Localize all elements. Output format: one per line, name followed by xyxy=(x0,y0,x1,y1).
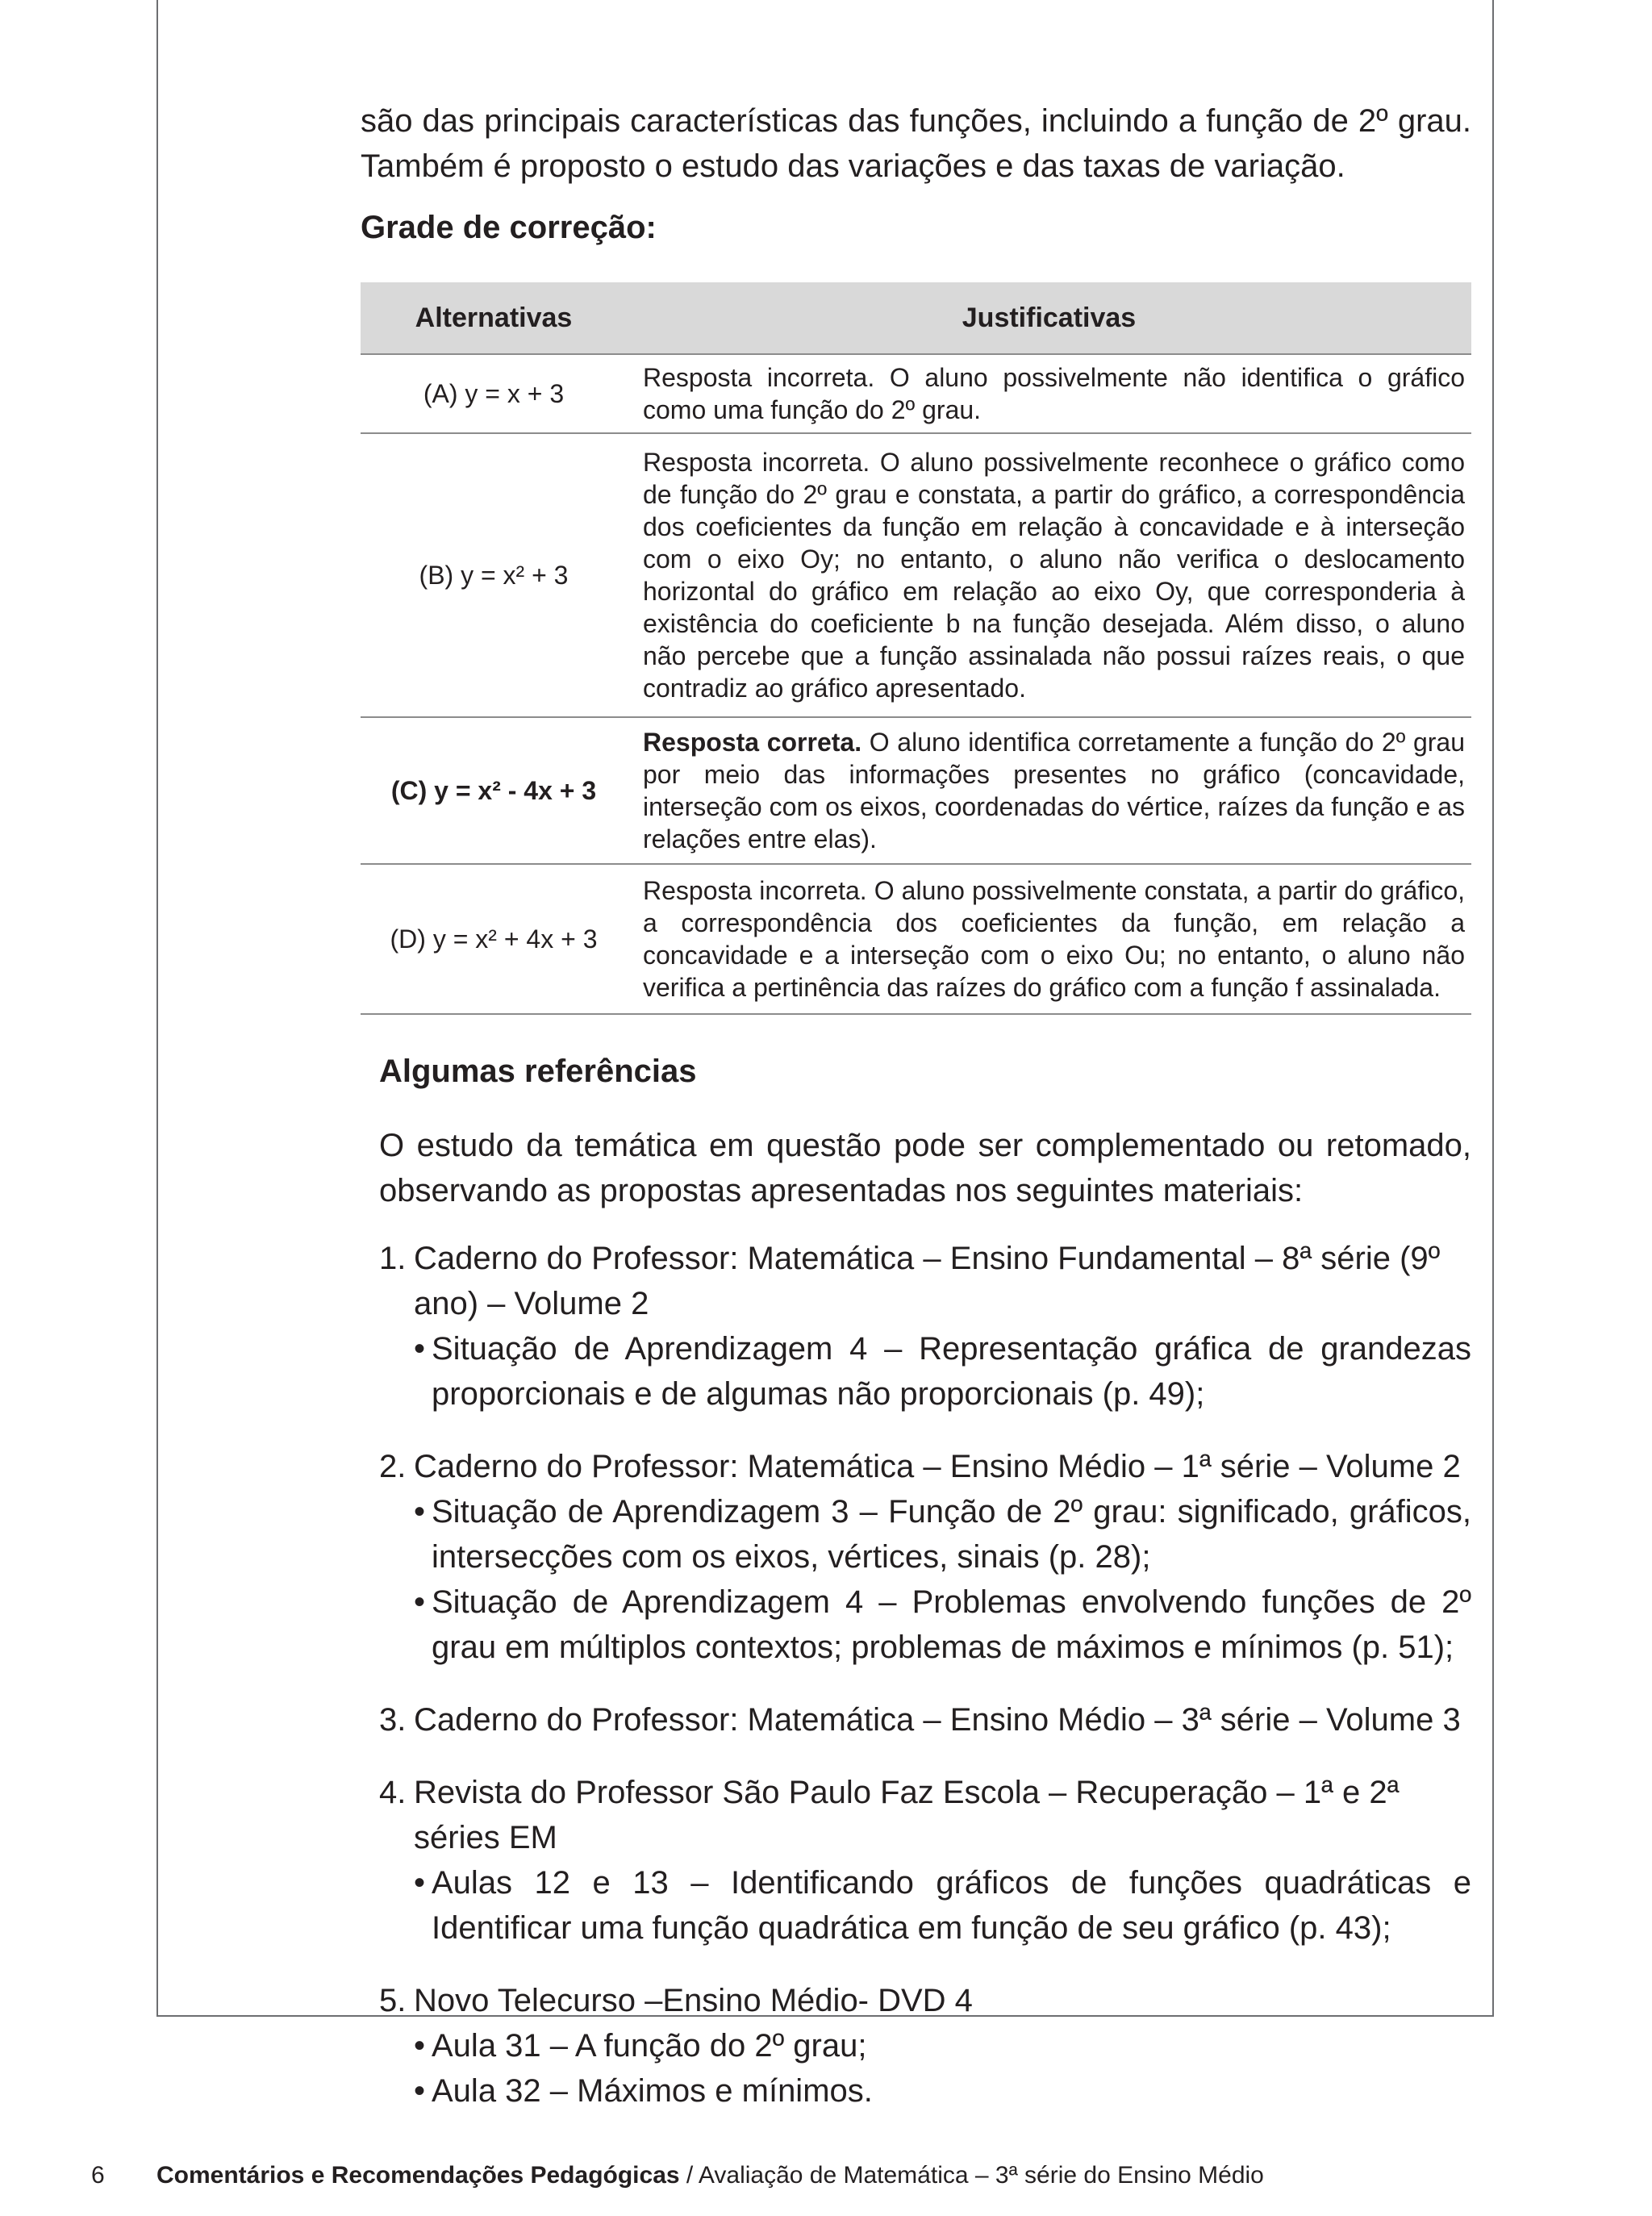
grade-table xyxy=(361,282,1471,1015)
item-text: Novo Telecurso –Ensino Médio- DVD 4 xyxy=(414,1983,973,2018)
sub-item-text: Aula 32 – Máximos e mínimos. xyxy=(432,2073,873,2109)
sub-item xyxy=(414,1489,1471,1580)
sub-item xyxy=(414,1326,1471,1417)
references-title: Algumas referências xyxy=(379,1054,697,1089)
item-number: 5. xyxy=(379,1983,407,2018)
grade-header-row xyxy=(361,282,1471,354)
sub-list xyxy=(414,1326,1471,1417)
table-row xyxy=(361,354,1471,433)
alt-c: (C) y = x² - 4x + 3 xyxy=(361,717,627,864)
sub-item-text: Situação de Aprendizagem 4 – Representação gráfica de grandezas proporcionais e de algumas não proporcionais (p. 49); xyxy=(432,1331,1471,1412)
item-text: Caderno do Professor: Matemática – Ensino Fundamental – 8ª série (9º ano) – Volume 2 xyxy=(414,1241,1441,1321)
sub-item xyxy=(414,1860,1471,1951)
bullet-icon: • xyxy=(414,1865,426,1901)
bullet-icon: • xyxy=(414,1494,426,1529)
col-alternatives: Alternativas xyxy=(361,282,627,354)
footer-text xyxy=(156,2162,1264,2189)
sub-item-text: Aula 31 – A função do 2º grau; xyxy=(432,2028,867,2064)
grade-title: Grade de correção: xyxy=(361,210,657,245)
just-a: Resposta incorreta. O aluno possivelmente não identifica o gráfico como uma função do 2º grau. xyxy=(627,354,1471,433)
bullet-icon: • xyxy=(414,2073,426,2109)
table-row xyxy=(361,433,1471,717)
references-lead: O estudo da temática em questão pode ser complementado ou retomado, observando as propostas apresentadas nos seguintes materiais: xyxy=(379,1128,1471,1208)
intro-line-2: Também é proposto o estudo das variações e das taxas de variação. xyxy=(361,148,1345,184)
sub-item xyxy=(414,2023,1471,2068)
alt-b: (B) y = x² + 3 xyxy=(361,433,627,717)
bullet-icon: • xyxy=(414,1584,426,1620)
just-c-text: O aluno identifica corretamente a função do 2º grau por meio das informações presentes no gráfico (concavidade, interseção com os eixos, coordenadas do vértice, raízes da função e as relações entre elas). xyxy=(643,728,1466,853)
list-item xyxy=(379,1236,1471,1417)
bullet-icon: • xyxy=(414,2028,426,2064)
references-list xyxy=(379,1236,1471,2114)
just-c-bold: Resposta correta. xyxy=(643,728,862,757)
just-d: Resposta incorreta. O aluno possivelmente constata, a partir do gráfico, a correspondência dos coeficientes da função, em relação a concavidade e a interseção com o eixo Ou; no entanto, o aluno não verifica a pertinência das raízes do gráfico com a função f assinalada. xyxy=(627,864,1471,1014)
item-text: Caderno do Professor: Matemática – Ensino Médio – 3ª série – Volume 3 xyxy=(414,1702,1461,1738)
item-number: 2. xyxy=(379,1449,407,1484)
alt-d: (D) y = x² + 4x + 3 xyxy=(361,864,627,1014)
item-text: Revista do Professor São Paulo Faz Escola – Recuperação – 1ª e 2ª séries EM xyxy=(414,1775,1400,1855)
page-number: 6 xyxy=(91,2162,105,2189)
intro-paragraph xyxy=(361,98,1471,189)
sub-item xyxy=(414,1580,1471,1670)
intro-line-1: são das principais características das funções, incluindo a função de 2º grau. xyxy=(361,103,1471,139)
col-justifications: Justificativas xyxy=(627,282,1471,354)
sub-list xyxy=(414,2023,1471,2114)
list-item xyxy=(379,1444,1471,1670)
sub-list xyxy=(414,1860,1471,1951)
sub-item-text: Aulas 12 e 13 – Identificando gráficos de funções quadráticas e Identificar uma função quadrática em função de seu gráfico (p. 43); xyxy=(432,1865,1471,1946)
sub-list xyxy=(414,1489,1471,1670)
sub-item-text: Situação de Aprendizagem 4 – Problemas envolvendo funções de 2º grau em múltiplos contextos; problemas de máximos e mínimos (p. 51); xyxy=(432,1584,1471,1665)
bullet-icon: • xyxy=(414,1331,426,1367)
alt-a: (A) y = x + 3 xyxy=(361,354,627,433)
list-item xyxy=(379,1697,1471,1742)
item-number: 4. xyxy=(379,1775,407,1810)
just-b: Resposta incorreta. O aluno possivelmente reconhece o gráfico como de função do 2º grau e constata, a partir do gráfico, a correspondência dos coeficientes da função em relação à concavidade e à interseção com o eixo Oy; no entanto, o aluno não verifica o deslocamento horizontal do gráfico em relação ao eixo Oy, que corresponderia à existência do coeficiente b na função desejada. Além disso, o aluno não percebe que a função assinalada não possui raízes reais, o que contradiz ao gráfico apresentado. xyxy=(627,433,1471,717)
list-item xyxy=(379,1770,1471,1951)
footer-title: Comentários e Recomendações Pedagógicas xyxy=(156,2162,680,2189)
item-text: Caderno do Professor: Matemática – Ensino Médio – 1ª série – Volume 2 xyxy=(414,1449,1461,1484)
item-number: 1. xyxy=(379,1241,407,1276)
item-number: 3. xyxy=(379,1702,407,1738)
table-row xyxy=(361,864,1471,1014)
just-c xyxy=(627,717,1471,864)
footer-subtitle: / Avaliação de Matemática – 3ª série do Ensino Médio xyxy=(679,2162,1264,2189)
table-row xyxy=(361,717,1471,864)
sub-item xyxy=(414,2068,1471,2114)
list-item xyxy=(379,1978,1471,2114)
references-section xyxy=(379,1049,1471,2141)
sub-item-text: Situação de Aprendizagem 3 – Função de 2º grau: significado, gráficos, intersecções com os eixos, vértices, sinais (p. 28); xyxy=(432,1494,1471,1575)
